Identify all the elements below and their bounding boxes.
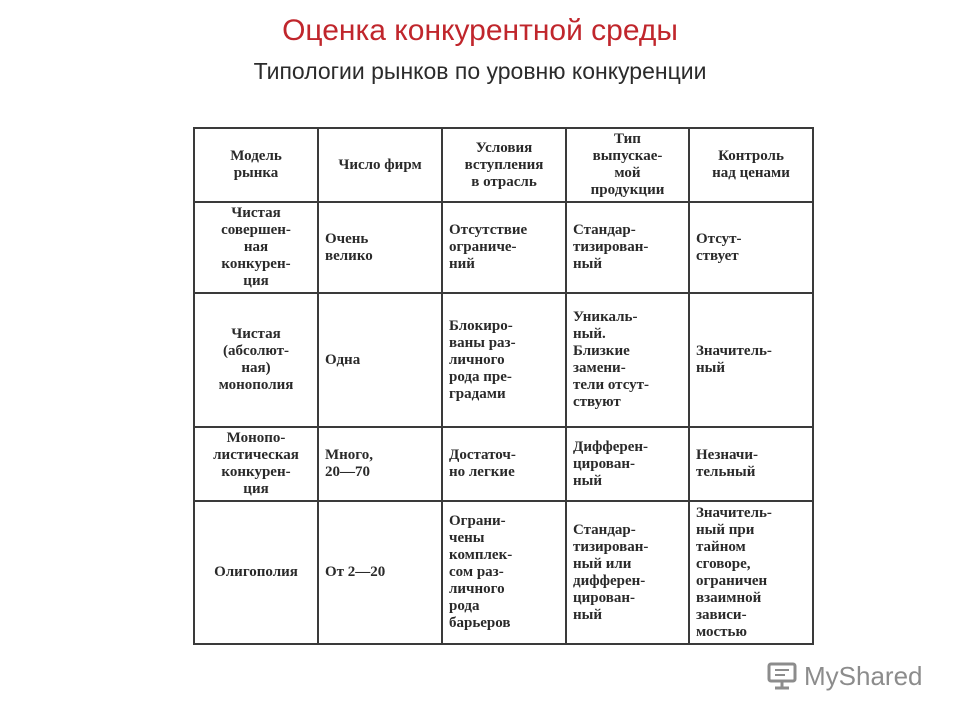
slide-subtitle: Типологии рынков по уровню конкуренции [253, 58, 707, 84]
myshared-logo-icon [766, 660, 798, 692]
header-cell-product-type: Тип выпускае- мой продукции [566, 128, 689, 202]
table-cell: Стандар- тизирован- ный или дифферен- цирован- ный [566, 501, 689, 644]
table-cell: Ограни- чены комплек- сом раз- личного рода барьеров [442, 501, 566, 644]
table-cell: Незначи- тельный [689, 427, 813, 501]
table-row [194, 427, 813, 501]
table-row [194, 293, 813, 427]
table-cell: Блокиро- ваны раз- личного рода пре- градами [442, 293, 566, 427]
header-cell-firm-count: Число фирм [318, 128, 442, 202]
myshared-logo-text: MyShared [804, 660, 923, 691]
table-cell: Чистая совершен- ная конкурен- ция [194, 202, 318, 293]
table-cell: Много, 20—70 [318, 427, 442, 501]
table-cell: Очень велико [318, 202, 442, 293]
header-cell-entry-conditions: Условия вступления в отрасль [442, 128, 566, 202]
slide-title: Оценка конкурентной среды [282, 14, 678, 47]
table-row [194, 501, 813, 644]
table-cell: Отсут- ствует [689, 202, 813, 293]
market-typology-table [193, 127, 814, 645]
table-cell: Уникаль- ный. Близкие замени- тели отсут- ствуют [566, 293, 689, 427]
table-cell: Значитель- ный при тайном сговоре, ограничен взаимной зависи- мостью [689, 501, 813, 644]
table-cell: Олигополия [194, 501, 318, 644]
table-row [194, 202, 813, 293]
header-cell-market-model: Модель рынка [194, 128, 318, 202]
table-cell: Достаточ- но легкие [442, 427, 566, 501]
table-cell: Одна [318, 293, 442, 427]
header-cell-price-control: Контроль над ценами [689, 128, 813, 202]
table-cell: Монопо- листическая конкурен- ция [194, 427, 318, 501]
table-cell: Значитель- ный [689, 293, 813, 427]
myshared-watermark [766, 656, 923, 696]
table-cell: Дифферен- цирован- ный [566, 427, 689, 501]
table-cell: От 2—20 [318, 501, 442, 644]
table-header-row [194, 128, 813, 202]
table-cell: Стандар- тизирован- ный [566, 202, 689, 293]
table-cell: Отсутствие ограниче- ний [442, 202, 566, 293]
table-cell: Чистая (абсолют- ная) монополия [194, 293, 318, 427]
